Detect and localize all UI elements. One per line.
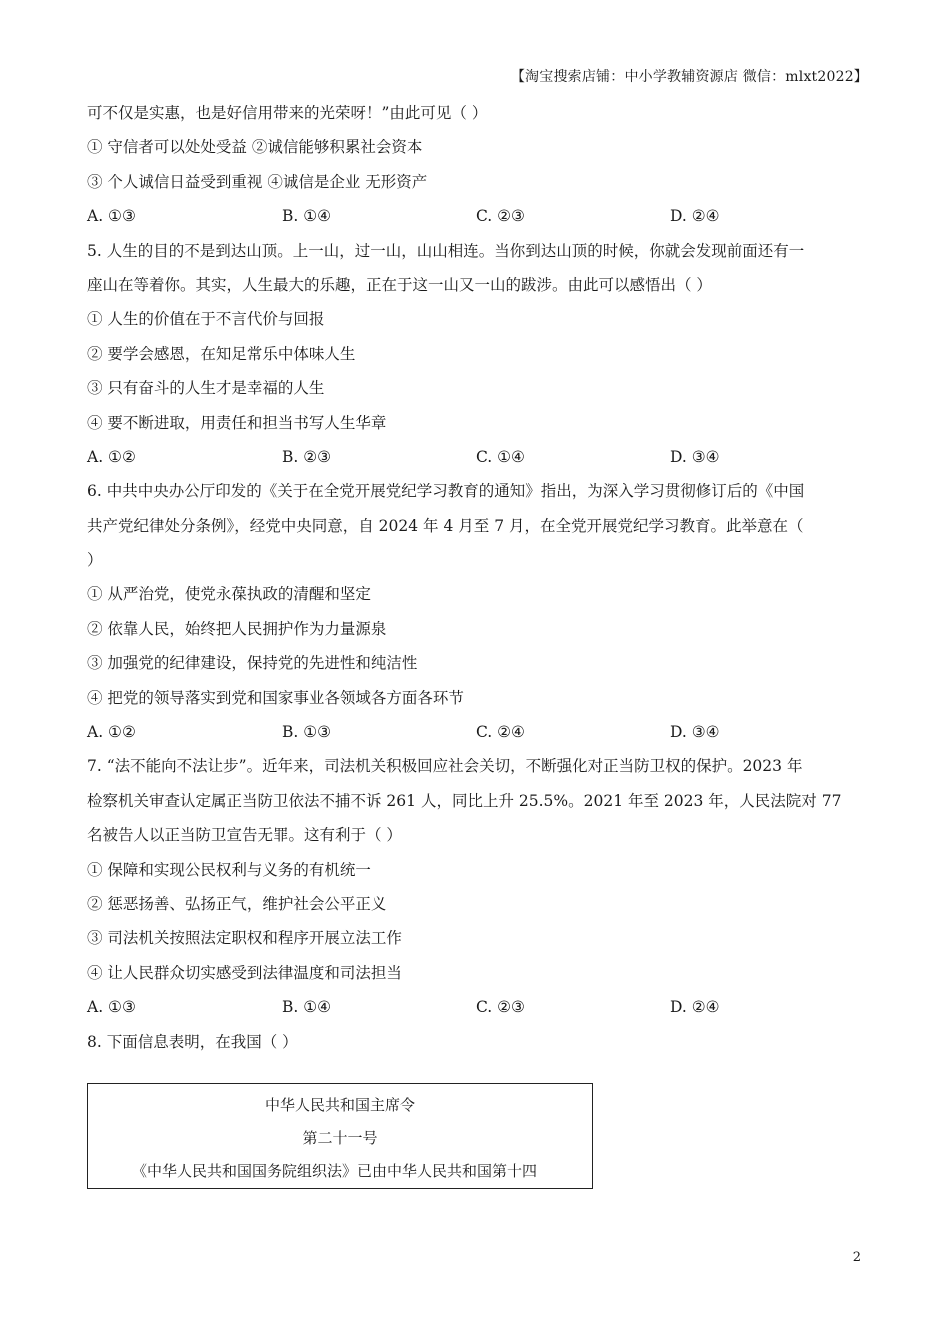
page-header: 【淘宝搜索店铺：中小学教辅资源店 微信：mlxt2022】 (510, 69, 868, 85)
option-d: D. ②④ (670, 998, 720, 1017)
option-d: D. ③④ (670, 723, 720, 742)
option-b: B. ②③ (282, 447, 332, 466)
option-b: B. ①④ (282, 998, 332, 1017)
option-b: B. ①③ (282, 723, 332, 742)
page-number: 2 (852, 1250, 861, 1265)
q6-stem-1: 6. 中共中央办公厅印发的《关于在全党开展党纪学习教育的通知》指出，为深入学习贯彻修订后的《中国 (87, 482, 805, 501)
order-number: 第二十一号 (302, 1129, 378, 1147)
q5-statement-2: ② 要学会感恩，在知足常乐中体味人生 (87, 344, 356, 363)
q5-statement-4: ④ 要不断进取，用责任和担当书写人生华章 (87, 413, 387, 432)
option-a: A. ①③ (87, 998, 136, 1017)
option-d: D. ②④ (670, 207, 720, 226)
q7-statement-2: ② 惩恶扬善、弘扬正气，维护社会公平正义 (87, 894, 387, 913)
document-body (87, 96, 867, 1059)
q4-stem: 可不仅是实惠，也是好信用带来的光荣呀！”由此可见（ ） (87, 104, 488, 122)
option-a: A. ①③ (87, 207, 136, 226)
option-a: A. ①② (87, 723, 136, 742)
option-a: A. ①② (87, 447, 136, 466)
option-b: B. ①④ (282, 207, 332, 226)
q7-stem-3: 名被告人以正当防卫宣告无罪。这有利于（ ） (87, 826, 402, 845)
q6-statement-1: ① 从严治党，使党永葆执政的清醒和坚定 (87, 585, 371, 604)
q7-statement-3: ③ 司法机关按照法定职权和程序开展立法工作 (87, 929, 402, 948)
q6-stem-3: ） (87, 551, 103, 570)
q4-options (87, 199, 867, 233)
q6-statement-4: ④ 把党的领导落实到党和国家事业各领域各方面各环节 (87, 688, 464, 707)
q6-stem-2: 共产党纪律处分条例》，经党中央同意，自 2024 年 4 月至 7 月，在全党开展党纪学习教育。此举意在（ (87, 516, 804, 535)
q7-statement-4: ④ 让人民群众切实感受到法律温度和司法担当 (87, 963, 402, 982)
q5-statement-1: ① 人生的价值在于不言代价与回报 (87, 310, 325, 329)
q7-stem-2: 检察机关审查认定属正当防卫依法不捕不诉 261 人，同比上升 25.5%。2021 年至 2023 年，人民法院对 77 (87, 791, 842, 810)
q7-statement-1: ① 保障和实现公民权利与义务的有机统一 (87, 860, 371, 879)
q5-statement-3: ③ 只有奋斗的人生才是幸福的人生 (87, 379, 325, 398)
q6-statement-2: ② 依靠人民，始终把人民拥护作为力量源泉 (87, 619, 387, 638)
q7-stem-1: 7. “法不能向不法让步”。近年来，司法机关积极回应社会关切，不断强化对正当防卫权的保护。2023 年 (87, 757, 803, 776)
option-c: C. ①④ (476, 447, 525, 466)
q4-statements-1: ① 守信者可以处处受益 ②诚信能够积累社会资本 (87, 138, 423, 157)
q5-options (87, 440, 867, 474)
option-c: C. ②④ (476, 723, 525, 742)
q6-statement-3: ③ 加强党的纪律建设，保持党的先进性和纯洁性 (87, 654, 418, 673)
q6-options (87, 715, 867, 749)
option-c: C. ②③ (476, 998, 525, 1017)
q5-stem-2: 座山在等着你。其实，人生最大的乐趣，正在于这一山又一山的跋涉。由此可以感悟出（ ） (87, 275, 712, 294)
q8-stem: 8. 下面信息表明，在我国（ ） (87, 1032, 298, 1051)
presidential-order-box (87, 1083, 593, 1189)
q4-statements-2: ③ 个人诚信日益受到重视 ④诚信是企业 无形资产 (87, 172, 428, 191)
q7-options (87, 990, 867, 1024)
option-d: D. ③④ (670, 447, 720, 466)
option-c: C. ②③ (476, 207, 525, 226)
order-title: 中华人民共和国主席令 (264, 1096, 415, 1114)
q5-stem-1: 5. 人生的目的不是到达山顶。上一山，过一山，山山相连。当你到达山顶的时候，你就会发现前面还有一 (87, 241, 805, 260)
order-text: 《中华人民共和国国务院组织法》已由中华人民共和国第十四 (132, 1162, 538, 1180)
